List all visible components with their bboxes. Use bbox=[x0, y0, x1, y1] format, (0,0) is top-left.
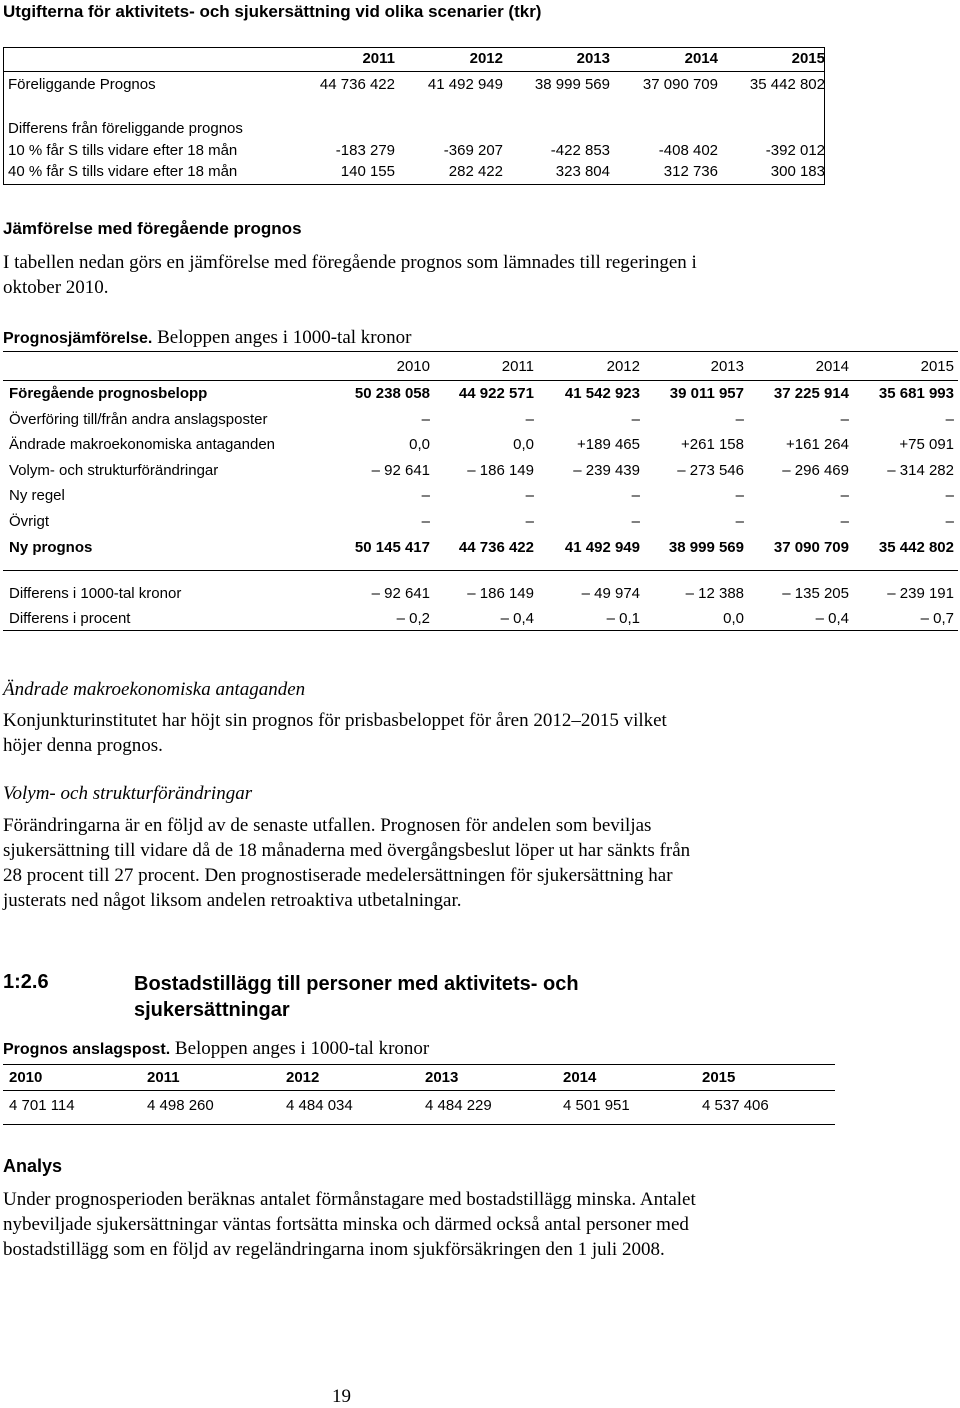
cell: – 314 282 bbox=[887, 462, 954, 479]
cell: – 92 641 bbox=[371, 462, 430, 479]
cell: 4 537 406 bbox=[702, 1097, 769, 1114]
row-label: Differens i 1000-tal kronor bbox=[9, 585, 182, 602]
year-header: 2011 bbox=[147, 1069, 180, 1086]
table-row bbox=[4, 163, 826, 185]
divider bbox=[3, 570, 958, 571]
year-header: 2014 bbox=[815, 358, 849, 375]
cell: – bbox=[631, 487, 640, 504]
table-row bbox=[0, 539, 960, 563]
table-caption-anslagspost bbox=[3, 1038, 429, 1060]
scenario-current-row bbox=[4, 76, 826, 98]
table-row bbox=[0, 436, 960, 460]
cell: – bbox=[421, 487, 430, 504]
cell: – bbox=[840, 411, 849, 428]
divider bbox=[3, 1124, 835, 1125]
cell: -369 207 bbox=[443, 142, 503, 159]
cell: – bbox=[421, 513, 430, 530]
caption-rest: Beloppen anges i 1000-tal kronor bbox=[170, 1038, 430, 1059]
cell: – 239 191 bbox=[887, 585, 954, 602]
cell: – bbox=[631, 513, 640, 530]
cell: – 273 546 bbox=[677, 462, 744, 479]
cell: 4 484 034 bbox=[286, 1097, 353, 1114]
cell: 140 155 bbox=[340, 163, 395, 180]
cell: – 0,1 bbox=[606, 610, 640, 627]
cell: – 0,4 bbox=[500, 610, 534, 627]
paragraph-volym: Förändringarna är en följd av de senaste utfallen. Prognosen för andelen som beviljas sjukersättning till vidare då de 18 månaderna med övergångsbeslut löper ut har sänkts från 28 procent till 27 procent. Den prognostiserade medelersättningen för sjukersättning har justerats ned något liksom andelen retroaktiva utbetalningar. bbox=[3, 815, 691, 911]
cell: 312 736 bbox=[663, 163, 718, 180]
section-heading-jamforelse: Jämförelse med föregående prognos bbox=[3, 219, 302, 238]
row-label: Föregående prognosbelopp bbox=[9, 385, 208, 402]
table-row bbox=[0, 411, 960, 435]
cell: – bbox=[840, 487, 849, 504]
cell: 35 442 802 bbox=[878, 539, 954, 556]
cell: 300 183 bbox=[770, 163, 825, 180]
cell: +261 158 bbox=[681, 436, 744, 453]
cell: – bbox=[735, 513, 744, 530]
row-label: Differens från föreliggande prognos bbox=[8, 120, 243, 137]
cell: 37 090 709 bbox=[642, 76, 718, 93]
row-label: Överföring till/från andra anslagsposter bbox=[9, 411, 268, 428]
page-title: Utgifterna för aktivitets- och sjukersättning vid olika scenarier (tkr) bbox=[3, 2, 542, 21]
caption-bold: Prognos anslagspost. bbox=[3, 1041, 171, 1058]
cell: – bbox=[945, 411, 954, 428]
cell: 4 484 229 bbox=[425, 1097, 492, 1114]
cell: +161 264 bbox=[786, 436, 849, 453]
cell: -422 853 bbox=[550, 142, 610, 159]
cell: -408 402 bbox=[658, 142, 718, 159]
cell: 0,0 bbox=[513, 436, 534, 453]
cell: 44 922 571 bbox=[458, 385, 534, 402]
subheading-makro: Ändrade makroekonomiska antaganden bbox=[3, 679, 306, 700]
cell: 37 225 914 bbox=[773, 385, 849, 402]
table-row bbox=[0, 385, 960, 409]
scenario-year: 2014 bbox=[684, 50, 718, 67]
cell: – 186 149 bbox=[467, 462, 534, 479]
section-heading-analys: Analys bbox=[3, 1156, 63, 1176]
cell: – bbox=[840, 513, 849, 530]
cell: 4 701 114 bbox=[9, 1097, 75, 1114]
divider bbox=[3, 380, 958, 381]
scenario-diff-heading bbox=[4, 120, 826, 142]
year-header: 2014 bbox=[563, 1069, 597, 1086]
year-header: 2013 bbox=[425, 1069, 459, 1086]
row-label: Differens i procent bbox=[9, 610, 131, 627]
paragraph-makro: Konjunkturinstitutet har höjt sin prognos för prisbasbeloppet för åren 2012–2015 vilket höjer denna prognos. bbox=[3, 710, 667, 756]
year-header: 2012 bbox=[286, 1069, 320, 1086]
divider bbox=[3, 1064, 835, 1065]
cell: – 296 469 bbox=[782, 462, 849, 479]
cell: 282 422 bbox=[448, 163, 503, 180]
section-number: 1:2.6 bbox=[3, 971, 49, 993]
cell: – bbox=[735, 411, 744, 428]
cell: 44 736 422 bbox=[458, 539, 534, 556]
cell: 38 999 569 bbox=[534, 76, 610, 93]
cell: – 0,4 bbox=[815, 610, 849, 627]
cell: – bbox=[525, 513, 534, 530]
cell: +75 091 bbox=[899, 436, 954, 453]
cell: – bbox=[421, 411, 430, 428]
cell: – 0,2 bbox=[396, 610, 430, 627]
cell: – bbox=[631, 411, 640, 428]
divider bbox=[4, 71, 824, 72]
year-header: 2012 bbox=[606, 358, 640, 375]
cell: +189 465 bbox=[577, 436, 640, 453]
cell: 35 681 993 bbox=[878, 385, 954, 402]
cell: 4 498 260 bbox=[147, 1097, 214, 1114]
divider bbox=[3, 630, 958, 631]
cell: 41 492 949 bbox=[564, 539, 640, 556]
table-row bbox=[0, 1097, 960, 1119]
section-title: Bostadstillägg till personer med aktivitets- och sjukersättningar bbox=[134, 973, 579, 1021]
scenario-year: 2015 bbox=[791, 50, 825, 67]
row-label: 40 % får S tills vidare efter 18 mån bbox=[8, 163, 238, 180]
cell: – bbox=[525, 411, 534, 428]
subheading-volym: Volym- och strukturförändringar bbox=[3, 783, 253, 804]
cell: 0,0 bbox=[723, 610, 744, 627]
row-label: Föreliggande Prognos bbox=[8, 76, 156, 93]
year-header: 2010 bbox=[9, 1069, 43, 1086]
page-number: 19 bbox=[332, 1386, 351, 1407]
cell: – bbox=[525, 487, 534, 504]
divider bbox=[3, 1090, 835, 1091]
cell: 37 090 709 bbox=[773, 539, 849, 556]
caption-rest: Beloppen anges i 1000-tal kronor bbox=[152, 327, 412, 348]
table-row bbox=[0, 513, 960, 537]
scenario-year: 2013 bbox=[576, 50, 610, 67]
cell: 41 492 949 bbox=[427, 76, 503, 93]
table-row bbox=[4, 142, 826, 164]
cell: – bbox=[945, 487, 954, 504]
prognos-header-row bbox=[0, 358, 960, 382]
cell: – 49 974 bbox=[581, 585, 640, 602]
cell: -183 279 bbox=[335, 142, 395, 159]
paragraph-jamforelse: I tabellen nedan görs en jämförelse med föregående prognos som lämnades till regeringen i oktober 2010. bbox=[3, 252, 697, 298]
year-header: 2015 bbox=[920, 358, 954, 375]
cell: – bbox=[735, 487, 744, 504]
cell: 35 442 802 bbox=[749, 76, 825, 93]
row-label: Ändrade makroekonomiska antaganden bbox=[9, 436, 276, 453]
row-label: Volym- och strukturförändringar bbox=[9, 462, 219, 479]
scenario-year: 2012 bbox=[469, 50, 503, 67]
row-label: Ny regel bbox=[9, 487, 65, 504]
year-header: 2011 bbox=[501, 358, 534, 375]
cell: 41 542 923 bbox=[564, 385, 640, 402]
year-header: 2013 bbox=[710, 358, 744, 375]
anslagspost-header-row bbox=[0, 1069, 960, 1091]
cell: – 186 149 bbox=[467, 585, 534, 602]
cell: – 12 388 bbox=[685, 585, 744, 602]
divider bbox=[3, 351, 958, 352]
cell: – bbox=[945, 513, 954, 530]
caption-bold: Prognosjämförelse. bbox=[3, 330, 153, 347]
table-caption-prognos bbox=[3, 327, 411, 349]
year-header: 2015 bbox=[702, 1069, 736, 1086]
cell: – 0,7 bbox=[920, 610, 954, 627]
table-row bbox=[0, 585, 960, 609]
cell: 0,0 bbox=[409, 436, 430, 453]
paragraph-analys: Under prognosperioden beräknas antalet förmånstagare med bostadstillägg minska. Antalet nybeviljade sjukersättningar väntas fortsätta minska och därmed också antal personer med bostadstillägg som en följd av regeländringarna inom sjukförsäkringen den 1 juli 2008. bbox=[3, 1189, 696, 1260]
row-label: Övrigt bbox=[9, 513, 50, 530]
cell: 323 804 bbox=[555, 163, 610, 180]
row-label: Ny prognos bbox=[9, 539, 93, 556]
table-row bbox=[0, 462, 960, 486]
scenario-year: 2011 bbox=[362, 50, 395, 67]
row-label: 10 % får S tills vidare efter 18 mån bbox=[8, 142, 238, 159]
scenario-header-row bbox=[4, 50, 826, 72]
cell: -392 012 bbox=[765, 142, 825, 159]
scenario-table bbox=[3, 47, 825, 185]
cell: 39 011 957 bbox=[669, 385, 744, 402]
year-header: 2010 bbox=[396, 358, 430, 375]
cell: 38 999 569 bbox=[668, 539, 744, 556]
cell: 50 238 058 bbox=[354, 385, 430, 402]
cell: – 135 205 bbox=[782, 585, 849, 602]
cell: – 239 439 bbox=[573, 462, 640, 479]
cell: – 92 641 bbox=[371, 585, 430, 602]
table-row bbox=[0, 487, 960, 511]
cell: 44 736 422 bbox=[319, 76, 395, 93]
cell: 50 145 417 bbox=[354, 539, 430, 556]
cell: 4 501 951 bbox=[563, 1097, 630, 1114]
